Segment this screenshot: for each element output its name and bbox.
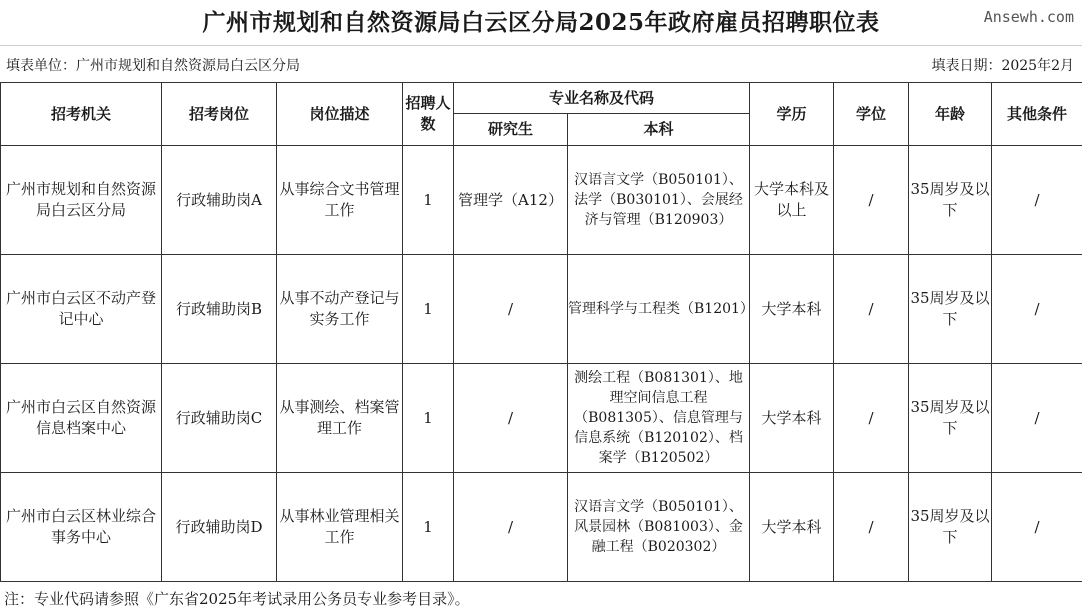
- footnote: 注：专业代码请参照《广东省2025年考试录用公务员专业参考目录》。: [4, 590, 470, 608]
- cell-age: 35周岁及以下: [909, 255, 992, 364]
- cell-age: 35周岁及以下: [909, 473, 992, 582]
- cell-other: /: [992, 255, 1082, 364]
- cell-position: 行政辅助岗C: [162, 364, 277, 473]
- recruitment-table: [0, 82, 1082, 582]
- cell-education: 大学本科: [750, 473, 834, 582]
- fill-unit: 填表单位：广州市规划和自然资源局白云区分局: [6, 58, 300, 74]
- cell-age: 35周岁及以下: [909, 364, 992, 473]
- cell-agency: 广州市白云区自然资源信息档案中心: [1, 364, 162, 473]
- header-description: 岗位描述: [277, 83, 403, 146]
- cell-degree: /: [834, 364, 909, 473]
- cell-position: 行政辅助岗D: [162, 473, 277, 582]
- cell-other: /: [992, 364, 1082, 473]
- cell-graduate: 管理学（A12）: [454, 146, 568, 255]
- header-age: 年龄: [909, 83, 992, 146]
- table-row: [1, 146, 1082, 255]
- header-major-group: 专业名称及代码: [454, 83, 750, 114]
- cell-education: 大学本科: [750, 255, 834, 364]
- cell-count: 1: [403, 255, 454, 364]
- cell-description: 从事林业管理相关工作: [277, 473, 403, 582]
- cell-description: 从事测绘、档案管理工作: [277, 364, 403, 473]
- cell-count: 1: [403, 473, 454, 582]
- cell-undergraduate: 汉语言文学（B050101）、法学（B030101）、会展经济与管理（B120903）: [568, 146, 750, 255]
- page-title: 广州市规划和自然资源局白云区分局2025年政府雇员招聘职位表: [202, 9, 880, 36]
- header-position: 招考岗位: [162, 83, 277, 146]
- cell-education: 大学本科及以上: [750, 146, 834, 255]
- cell-graduate: /: [454, 364, 568, 473]
- header-graduate: 研究生: [454, 114, 568, 146]
- title-bar: [0, 0, 1082, 45]
- cell-agency: 广州市白云区林业综合事务中心: [1, 473, 162, 582]
- cell-degree: /: [834, 146, 909, 255]
- cell-position: 行政辅助岗B: [162, 255, 277, 364]
- table-row: [1, 473, 1082, 582]
- header-other: 其他条件: [992, 83, 1082, 146]
- cell-undergraduate: 汉语言文学（B050101）、风景园林（B081003）、金融工程（B020302）: [568, 473, 750, 582]
- header-agency: 招考机关: [1, 83, 162, 146]
- cell-graduate: /: [454, 473, 568, 582]
- header-row-1: [1, 83, 1082, 114]
- watermark: Ansewh.com: [983, 8, 1074, 26]
- table-row: [1, 255, 1082, 364]
- header-degree: 学位: [834, 83, 909, 146]
- cell-count: 1: [403, 146, 454, 255]
- header-count: 招聘人数: [403, 83, 454, 146]
- cell-undergraduate: 管理科学与工程类（B1201）: [568, 255, 750, 364]
- cell-agency: 广州市规划和自然资源局白云区分局: [1, 146, 162, 255]
- header-undergraduate: 本科: [568, 114, 750, 146]
- fill-date: 填表日期：2025年2月: [931, 58, 1074, 74]
- cell-other: /: [992, 146, 1082, 255]
- header-education: 学历: [750, 83, 834, 146]
- cell-description: 从事不动产登记与实务工作: [277, 255, 403, 364]
- cell-degree: /: [834, 255, 909, 364]
- cell-undergraduate: 测绘工程（B081301）、地理空间信息工程（B081305）、信息管理与信息系统（B120102）、档案学（B120502）: [568, 364, 750, 473]
- cell-other: /: [992, 473, 1082, 582]
- meta-row: [0, 45, 1082, 82]
- cell-graduate: /: [454, 255, 568, 364]
- cell-education: 大学本科: [750, 364, 834, 473]
- cell-degree: /: [834, 473, 909, 582]
- cell-description: 从事综合文书管理工作: [277, 146, 403, 255]
- cell-position: 行政辅助岗A: [162, 146, 277, 255]
- cell-age: 35周岁及以下: [909, 146, 992, 255]
- cell-agency: 广州市白云区不动产登记中心: [1, 255, 162, 364]
- cell-count: 1: [403, 364, 454, 473]
- table-row: [1, 364, 1082, 473]
